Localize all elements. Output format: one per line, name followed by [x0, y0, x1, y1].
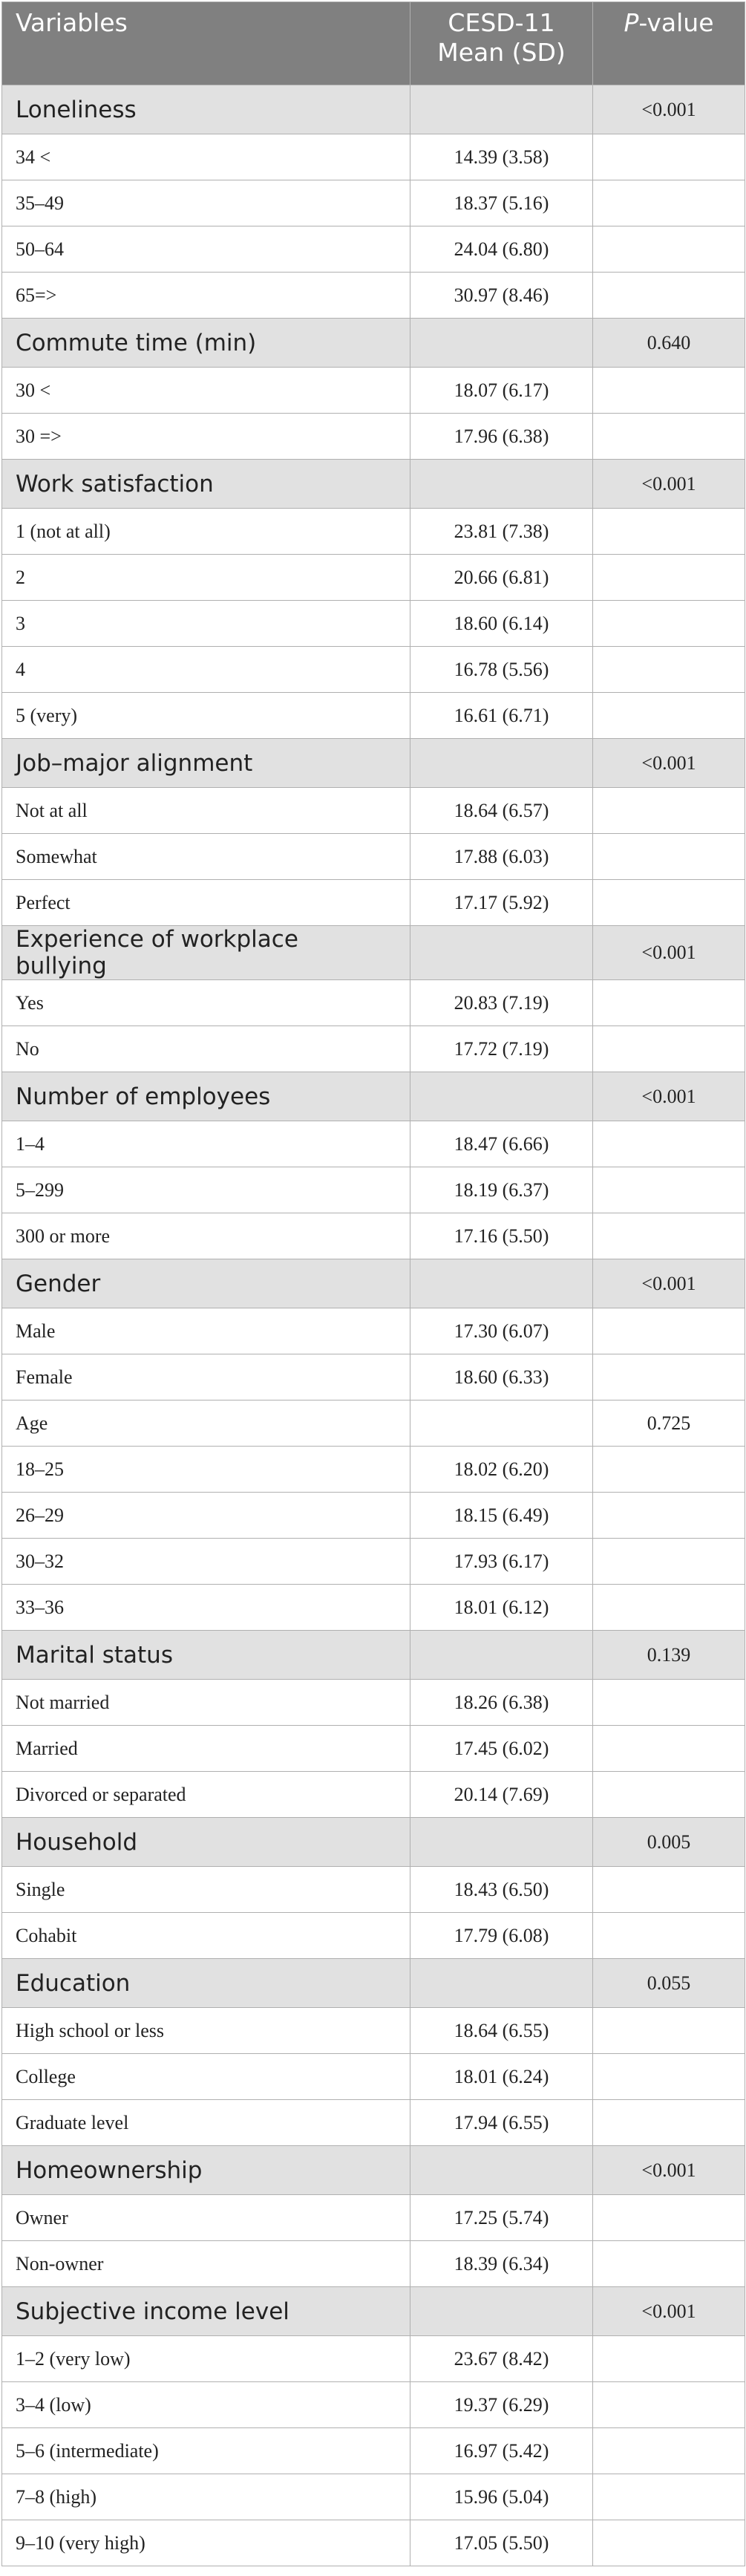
cell-mean: 19.37 (6.29) — [410, 2382, 593, 2428]
cell-mean: 17.72 (7.19) — [410, 1026, 593, 1072]
cell-label: Age — [2, 1401, 410, 1447]
header-variables: Variables — [2, 2, 410, 85]
cell-label: 9–10 (very high) — [2, 2520, 410, 2566]
cell-mean: 18.01 (6.24) — [410, 2054, 593, 2100]
category-row — [2, 1818, 745, 1867]
cell-mean: 14.39 (3.58) — [410, 134, 593, 180]
cell-p-value — [593, 2428, 745, 2474]
cell-mean: 23.67 (8.42) — [410, 2336, 593, 2382]
cell-p-value — [593, 1213, 745, 1259]
cell-label: Subjective income level — [2, 2287, 410, 2336]
cell-mean: 18.01 (6.12) — [410, 1585, 593, 1631]
cell-p-value — [593, 1308, 745, 1354]
table-row — [2, 1121, 745, 1167]
cell-p-value — [593, 368, 745, 414]
cell-p-value: 0.005 — [593, 1818, 745, 1867]
cell-label: 65=> — [2, 273, 410, 319]
header-mean — [410, 2, 593, 85]
cell-label: 7–8 (high) — [2, 2474, 410, 2520]
cell-mean — [410, 926, 593, 980]
cell-p-value: <0.001 — [593, 2287, 745, 2336]
table-row — [2, 1213, 745, 1259]
table-row — [2, 134, 745, 180]
cell-p-value — [593, 834, 745, 880]
cell-label: Homeownership — [2, 2146, 410, 2195]
cell-mean: 16.97 (5.42) — [410, 2428, 593, 2474]
cell-label: 33–36 — [2, 1585, 410, 1631]
cell-mean: 17.94 (6.55) — [410, 2100, 593, 2146]
cell-p-value — [593, 880, 745, 926]
cell-mean: 18.19 (6.37) — [410, 1167, 593, 1213]
cell-label: 1–4 — [2, 1121, 410, 1167]
cell-mean: 30.97 (8.46) — [410, 273, 593, 319]
cell-label: 1 (not at all) — [2, 509, 410, 555]
cell-label: Household — [2, 1818, 410, 1867]
cell-mean: 18.15 (6.49) — [410, 1493, 593, 1539]
cell-mean: 17.96 (6.38) — [410, 414, 593, 460]
table-row — [2, 1401, 745, 1447]
cell-p-value — [593, 2382, 745, 2428]
cell-p-value — [593, 693, 745, 739]
table-row — [2, 2054, 745, 2100]
cell-label: Marital status — [2, 1631, 410, 1680]
cell-mean: 17.30 (6.07) — [410, 1308, 593, 1354]
cell-mean: 18.60 (6.33) — [410, 1354, 593, 1401]
cell-p-value — [593, 980, 745, 1026]
table-row — [2, 2336, 745, 2382]
category-row — [2, 739, 745, 788]
table-row — [2, 1026, 745, 1072]
cell-label: Somewhat — [2, 834, 410, 880]
cell-p-value — [593, 2336, 745, 2382]
cell-p-value: <0.001 — [593, 1259, 745, 1308]
cell-mean — [410, 1959, 593, 2008]
cell-p-value — [593, 1167, 745, 1213]
cell-p-value — [593, 134, 745, 180]
cell-label: 30–32 — [2, 1539, 410, 1585]
cell-label: 300 or more — [2, 1213, 410, 1259]
cell-label: College — [2, 2054, 410, 2100]
cell-mean: 20.14 (7.69) — [410, 1772, 593, 1818]
cell-mean: 17.88 (6.03) — [410, 834, 593, 880]
cell-label: Perfect — [2, 880, 410, 926]
cell-mean — [410, 1072, 593, 1121]
cell-p-value — [593, 2241, 745, 2287]
table-row — [2, 2520, 745, 2566]
table-row — [2, 601, 745, 647]
cell-label: 3 — [2, 601, 410, 647]
cell-mean: 18.43 (6.50) — [410, 1867, 593, 1913]
cell-mean: 18.07 (6.17) — [410, 368, 593, 414]
cell-label: 1–2 (very low) — [2, 2336, 410, 2382]
results-table — [1, 1, 745, 2566]
cell-p-value — [593, 1726, 745, 1772]
table-row — [2, 2008, 745, 2054]
table-row — [2, 2195, 745, 2241]
cell-p-value — [593, 1585, 745, 1631]
table-row — [2, 226, 745, 273]
cell-mean: 18.39 (6.34) — [410, 2241, 593, 2287]
cell-mean: 17.16 (5.50) — [410, 1213, 593, 1259]
table-row — [2, 1167, 745, 1213]
category-row — [2, 1259, 745, 1308]
table-row — [2, 2382, 745, 2428]
table-row — [2, 834, 745, 880]
cell-p-value: <0.001 — [593, 460, 745, 509]
cell-mean: 15.96 (5.04) — [410, 2474, 593, 2520]
table-row — [2, 1913, 745, 1959]
cell-label: Female — [2, 1354, 410, 1401]
cell-mean: 20.83 (7.19) — [410, 980, 593, 1026]
cell-mean — [410, 85, 593, 134]
cell-p-value — [593, 2474, 745, 2520]
table-row — [2, 1867, 745, 1913]
cell-p-value: 0.139 — [593, 1631, 745, 1680]
category-row — [2, 85, 745, 134]
cell-label: Graduate level — [2, 2100, 410, 2146]
cell-label: 5–6 (intermediate) — [2, 2428, 410, 2474]
header-p-value — [593, 2, 745, 85]
header-mean-line2: Mean (SD) — [437, 38, 566, 67]
category-row — [2, 1631, 745, 1680]
cell-mean — [410, 2146, 593, 2195]
cell-mean — [410, 2287, 593, 2336]
table-row — [2, 693, 745, 739]
table-row — [2, 980, 745, 1026]
cell-label: 5–299 — [2, 1167, 410, 1213]
cell-label: 4 — [2, 647, 410, 693]
cell-label: 30 < — [2, 368, 410, 414]
cell-label: Job–major alignment — [2, 739, 410, 788]
cell-mean: 18.26 (6.38) — [410, 1680, 593, 1726]
table-row — [2, 368, 745, 414]
cell-mean: 17.05 (5.50) — [410, 2520, 593, 2566]
cell-label: Married — [2, 1726, 410, 1772]
cell-mean: 24.04 (6.80) — [410, 226, 593, 273]
cell-mean — [410, 319, 593, 368]
table-row — [2, 1772, 745, 1818]
cell-p-value: <0.001 — [593, 926, 745, 980]
cell-mean: 16.61 (6.71) — [410, 693, 593, 739]
table-row — [2, 880, 745, 926]
cell-mean — [410, 460, 593, 509]
cell-mean: 18.60 (6.14) — [410, 601, 593, 647]
cell-label: 2 — [2, 555, 410, 601]
cell-label: Male — [2, 1308, 410, 1354]
cell-p-value — [593, 647, 745, 693]
cell-p-value — [593, 1913, 745, 1959]
category-row — [2, 2287, 745, 2336]
category-row — [2, 1072, 745, 1121]
table-row — [2, 1726, 745, 1772]
table-row — [2, 273, 745, 319]
cell-mean: 17.17 (5.92) — [410, 880, 593, 926]
cell-mean — [410, 1631, 593, 1680]
cell-label: Cohabit — [2, 1913, 410, 1959]
cell-mean — [410, 1401, 593, 1447]
cell-label: Yes — [2, 980, 410, 1026]
cell-p-value — [593, 1354, 745, 1401]
cell-label: 3–4 (low) — [2, 2382, 410, 2428]
cell-label: Experience of workplace bullying — [2, 926, 410, 980]
table-row — [2, 555, 745, 601]
header-row — [2, 2, 745, 85]
cell-mean: 17.79 (6.08) — [410, 1913, 593, 1959]
cell-p-value: <0.001 — [593, 1072, 745, 1121]
cell-p-value — [593, 2100, 745, 2146]
cell-p-value — [593, 1493, 745, 1539]
cell-label: High school or less — [2, 2008, 410, 2054]
cell-mean — [410, 1259, 593, 1308]
cell-p-value — [593, 1121, 745, 1167]
cell-label: Loneliness — [2, 85, 410, 134]
cell-label: Education — [2, 1959, 410, 2008]
cell-p-value — [593, 509, 745, 555]
cell-label: Work satisfaction — [2, 460, 410, 509]
cell-mean: 16.78 (5.56) — [410, 647, 593, 693]
cell-mean: 20.66 (6.81) — [410, 555, 593, 601]
category-row — [2, 460, 745, 509]
table-row — [2, 1447, 745, 1493]
cell-mean: 23.81 (7.38) — [410, 509, 593, 555]
table-row — [2, 1493, 745, 1539]
cell-p-value — [593, 2054, 745, 2100]
table-row — [2, 647, 745, 693]
cell-label: 34 < — [2, 134, 410, 180]
cell-label: 35–49 — [2, 180, 410, 226]
header-p-italic: P — [624, 8, 639, 37]
cell-mean: 18.02 (6.20) — [410, 1447, 593, 1493]
cell-mean: 18.37 (5.16) — [410, 180, 593, 226]
cell-label: Gender — [2, 1259, 410, 1308]
cell-label: Not at all — [2, 788, 410, 834]
cell-mean — [410, 1818, 593, 1867]
cell-label: Single — [2, 1867, 410, 1913]
table-row — [2, 509, 745, 555]
table-row — [2, 2241, 745, 2287]
cell-p-value — [593, 601, 745, 647]
cell-label: 5 (very) — [2, 693, 410, 739]
table-row — [2, 788, 745, 834]
header-mean-line1: CESD-11 — [448, 8, 555, 37]
cell-p-value — [593, 1772, 745, 1818]
cell-p-value — [593, 273, 745, 319]
cell-p-value: 0.055 — [593, 1959, 745, 2008]
cell-p-value — [593, 788, 745, 834]
cell-p-value — [593, 2008, 745, 2054]
table-row — [2, 2100, 745, 2146]
cell-mean: 18.64 (6.55) — [410, 2008, 593, 2054]
cell-p-value — [593, 2195, 745, 2241]
cell-p-value — [593, 226, 745, 273]
category-row — [2, 926, 745, 980]
cell-p-value — [593, 1026, 745, 1072]
category-row — [2, 319, 745, 368]
cell-label: Non-owner — [2, 2241, 410, 2287]
table-row — [2, 2428, 745, 2474]
cell-mean: 18.47 (6.66) — [410, 1121, 593, 1167]
cell-label: Commute time (min) — [2, 319, 410, 368]
cell-p-value — [593, 1867, 745, 1913]
cell-p-value — [593, 1680, 745, 1726]
cell-p-value — [593, 1447, 745, 1493]
cell-p-value: <0.001 — [593, 2146, 745, 2195]
cell-label: Number of employees — [2, 1072, 410, 1121]
cell-label: Divorced or separated — [2, 1772, 410, 1818]
table-body — [2, 85, 745, 2566]
category-row — [2, 2146, 745, 2195]
cell-p-value — [593, 414, 745, 460]
table-row — [2, 1585, 745, 1631]
cell-mean — [410, 739, 593, 788]
category-row — [2, 1959, 745, 2008]
cell-p-value — [593, 2520, 745, 2566]
cell-mean: 17.45 (6.02) — [410, 1726, 593, 1772]
table-row — [2, 1539, 745, 1585]
cell-mean: 17.25 (5.74) — [410, 2195, 593, 2241]
cell-p-value: 0.640 — [593, 319, 745, 368]
cell-label: No — [2, 1026, 410, 1072]
table-row — [2, 180, 745, 226]
cell-p-value — [593, 180, 745, 226]
cell-p-value: 0.725 — [593, 1401, 745, 1447]
cell-p-value — [593, 1539, 745, 1585]
table-row — [2, 1354, 745, 1401]
cell-label: 30 => — [2, 414, 410, 460]
cell-mean: 18.64 (6.57) — [410, 788, 593, 834]
cell-label: Not married — [2, 1680, 410, 1726]
cell-mean: 17.93 (6.17) — [410, 1539, 593, 1585]
cell-p-value: <0.001 — [593, 85, 745, 134]
cell-label: 50–64 — [2, 226, 410, 273]
cell-label: 18–25 — [2, 1447, 410, 1493]
header-p-rest: -value — [638, 8, 714, 37]
table-row — [2, 2474, 745, 2520]
table-row — [2, 414, 745, 460]
cell-p-value: <0.001 — [593, 739, 745, 788]
cell-label: Owner — [2, 2195, 410, 2241]
cell-label: 26–29 — [2, 1493, 410, 1539]
table-row — [2, 1680, 745, 1726]
cell-p-value — [593, 555, 745, 601]
table-row — [2, 1308, 745, 1354]
